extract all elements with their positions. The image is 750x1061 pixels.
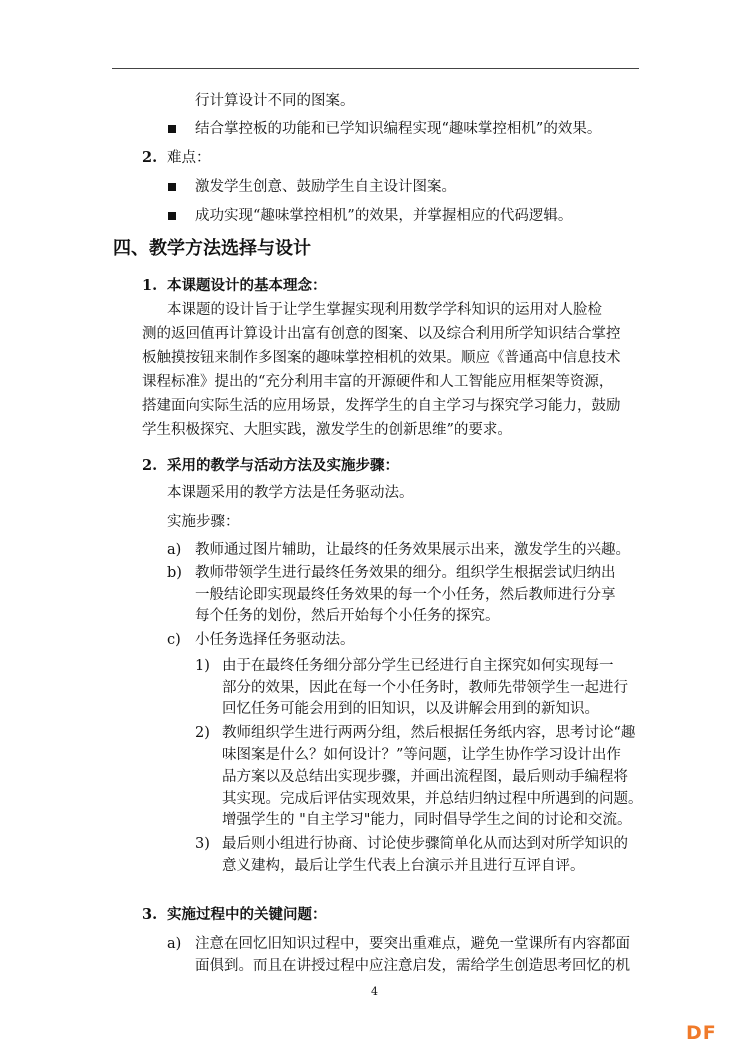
page-number: 4: [371, 985, 378, 998]
list-marker: b): [167, 565, 182, 581]
sub-list-marker: 2): [195, 725, 210, 741]
sub-list-text: 由于在最终任务细分部分学生已经进行自主探究如何实现每一: [222, 658, 614, 674]
sub-list-text: 味图案是什么？如何设计？”等问题，让学生协作学习设计出作: [222, 747, 621, 763]
sub-list-text: 最后则小组进行协商、讨论使步骤简单化从而达到对所学知识的: [222, 836, 628, 852]
sub-list-text: 增强学生的 "自主学习"能力，同时倡导学生之间的讨论和交流。: [222, 812, 632, 828]
subsection-title: 本课题设计的基本理念：: [167, 277, 327, 294]
item-number: 2.: [142, 149, 158, 166]
sub-list-text: 部分的效果，因此在每一个小任务时，教师先带领学生一起进行: [222, 680, 628, 696]
sub-list-marker: 3): [195, 836, 210, 852]
list-item-text: 一般结论即实现最终任务效果的每一个小任务，然后教师进行分享: [195, 587, 616, 603]
sub-list-text: 品方案以及总结出实现步骤，并画出流程图，最后则动手编程将: [222, 769, 628, 785]
sub-list-text: 教师组织学生进行两两分组，然后根据任务纸内容，思考讨论“趣: [222, 725, 636, 741]
watermark-logo: DF: [686, 1022, 717, 1044]
sub-list-text: 意义建构，最后让学生代表上台演示并且进行互评自评。: [222, 858, 585, 874]
paragraph-line: 搭建面向实际生活的应用场景，发挥学生的自主学习与探究学习能力，鼓励: [142, 398, 621, 414]
list-item-text: 教师带领学生进行最终任务效果的细分。组织学生根据尝试归纳出: [195, 565, 616, 581]
list-item-text: 注意在回忆旧知识过程中，要突出重难点，避免一堂课所有内容都面: [195, 936, 630, 952]
difficulty-item: 激发学生创意、鼓励学生自主设计图案。: [195, 179, 456, 195]
paragraph-line: 本课题采用的教学方法是任务驱动法。: [167, 485, 414, 501]
bullet-icon: [168, 183, 176, 191]
item-number: 2.: [142, 457, 158, 474]
paragraph-line: 本课题的设计旨于让学生掌握实现利用数学学科知识的运用对人脸检: [167, 302, 602, 318]
paragraph-line: 板触摸按钮来制作多图案的趣味掌控相机的效果。顺应《普通高中信息技术: [142, 350, 621, 366]
list-item-text: 教师通过图片辅助，让最终的任务效果展示出来，激发学生的兴趣。: [195, 542, 630, 558]
paragraph-line: 课程标准》提出的“充分利用丰富的开源硬件和人工智能应用框架等资源，: [142, 374, 614, 390]
continued-line: 行计算设计不同的图案。: [195, 93, 355, 109]
list-marker: a): [167, 542, 182, 558]
bullet-icon: [168, 212, 176, 220]
header-rule: [112, 68, 639, 69]
subsection-title: 采用的教学与活动方法及实施步骤：: [167, 457, 399, 474]
key-point-item: 结合掌控板的功能和已学知识编程实现“趣味掌控相机”的效果。: [195, 121, 602, 137]
list-item-text: 小任务选择任务驱动法。: [195, 632, 355, 648]
list-marker: c): [167, 632, 181, 648]
item-number: 1.: [142, 277, 158, 294]
list-item-text: 面俱到。而且在讲授过程中应注意启发，需给学生创造思考回忆的机: [195, 958, 630, 974]
section-heading: 四、教学方法选择与设计: [113, 238, 311, 259]
list-marker: a): [167, 936, 182, 952]
paragraph-line: 学生积极探究、大胆实践，激发学生的创新思维”的要求。: [142, 422, 512, 438]
bullet-icon: [168, 125, 176, 133]
difficulty-label: 难点：: [167, 150, 211, 166]
subsection-title: 实施过程中的关键问题：: [167, 906, 327, 923]
difficulty-item: 成功实现“趣味掌控相机”的效果，并掌握相应的代码逻辑。: [195, 208, 573, 224]
sub-list-marker: 1): [195, 658, 210, 674]
list-item-text: 每个任务的划份，然后开始每个小任务的探究。: [195, 608, 500, 624]
item-number: 3.: [142, 906, 158, 923]
sub-list-text: 其实现。完成后评估实现效果，并总结归纳过程中所遇到的问题。: [222, 791, 643, 807]
sub-list-text: 回忆任务可能会用到的旧知识，以及讲解会用到的新知识。: [222, 701, 599, 717]
paragraph-line: 测的返回值再计算设计出富有创意的图案、以及综合利用所学知识结合掌控: [142, 326, 621, 342]
paragraph-line: 实施步骤：: [167, 514, 240, 530]
